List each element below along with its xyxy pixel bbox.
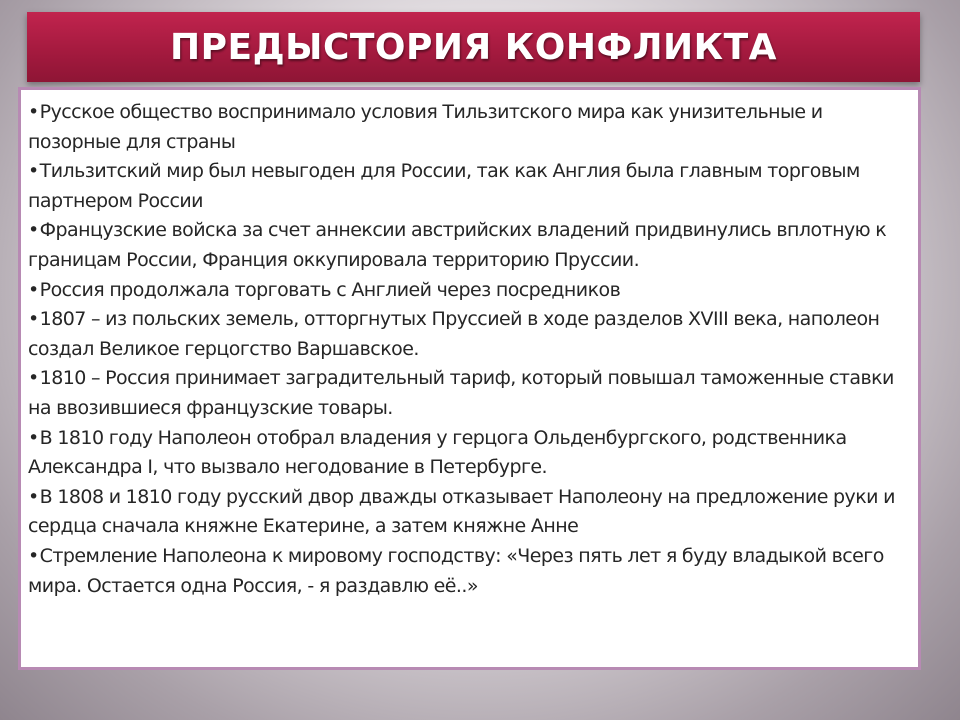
bullet-item <box>28 157 912 216</box>
bullet-text: 1807 – из польских земель, отторгнутых Пруссией в ходе разделов XVIII века, наполеон создал Великое герцогство Варшавское. <box>28 308 880 360</box>
bullet-item <box>28 98 912 157</box>
bullet-text: Русское общество воспринимало условия Тильзитского мира как унизительные и позорные для страны <box>28 101 823 153</box>
bullet-item <box>28 276 912 306</box>
bullet-icon: • <box>28 544 39 567</box>
bullet-text: Французские войска за счет аннексии австрийских владений придвинулись вплотную к границам России, Франция оккупировала территорию Пруссии. <box>28 219 887 271</box>
bullet-item <box>28 483 912 542</box>
bullet-text: Стремление Наполеона к мировому господству: «Через пять лет я буду владыкой всего мира. Остается одна Россия, - я раздавлю её..» <box>28 544 884 597</box>
bullet-list <box>28 98 912 601</box>
slide-title: ПРЕДЫСТОРИЯ КОНФЛИКТА <box>169 26 778 68</box>
bullet-icon: • <box>28 160 39 183</box>
bullet-icon: • <box>28 367 39 390</box>
bullet-item <box>28 364 912 423</box>
bullet-text: В 1810 году Наполеон отобрал владения у герцога Ольденбургского, родственника Александра I, что вызвало негодование в Петербурге. <box>28 426 847 479</box>
bullet-item <box>28 424 912 483</box>
title-banner <box>27 12 920 82</box>
bullet-icon: • <box>28 278 39 301</box>
bullet-icon: • <box>28 308 39 331</box>
bullet-icon: • <box>28 426 39 449</box>
bullet-item <box>28 542 912 601</box>
bullet-icon: • <box>28 101 39 123</box>
bullet-icon: • <box>28 219 39 242</box>
content-panel <box>18 87 921 670</box>
bullet-text: Тильзитский мир был невыгоден для России, так как Англия была главным торговым партнером России <box>28 160 860 212</box>
bullet-text: 1810 – Россия принимает заградительный тариф, который повышал таможенные ставки на ввозившиеся французские товары. <box>28 367 894 419</box>
bullet-text: В 1808 и 1810 году русский двор дважды отказывает Наполеону на предложение руки и сердца сначала княжне Екатерине, а затем княжне Анне <box>28 485 895 538</box>
bullet-icon: • <box>28 485 39 508</box>
bullet-text: Россия продолжала торговать с Англией через посредников <box>39 278 621 301</box>
bullet-item <box>28 216 912 275</box>
bullet-item <box>28 305 912 364</box>
